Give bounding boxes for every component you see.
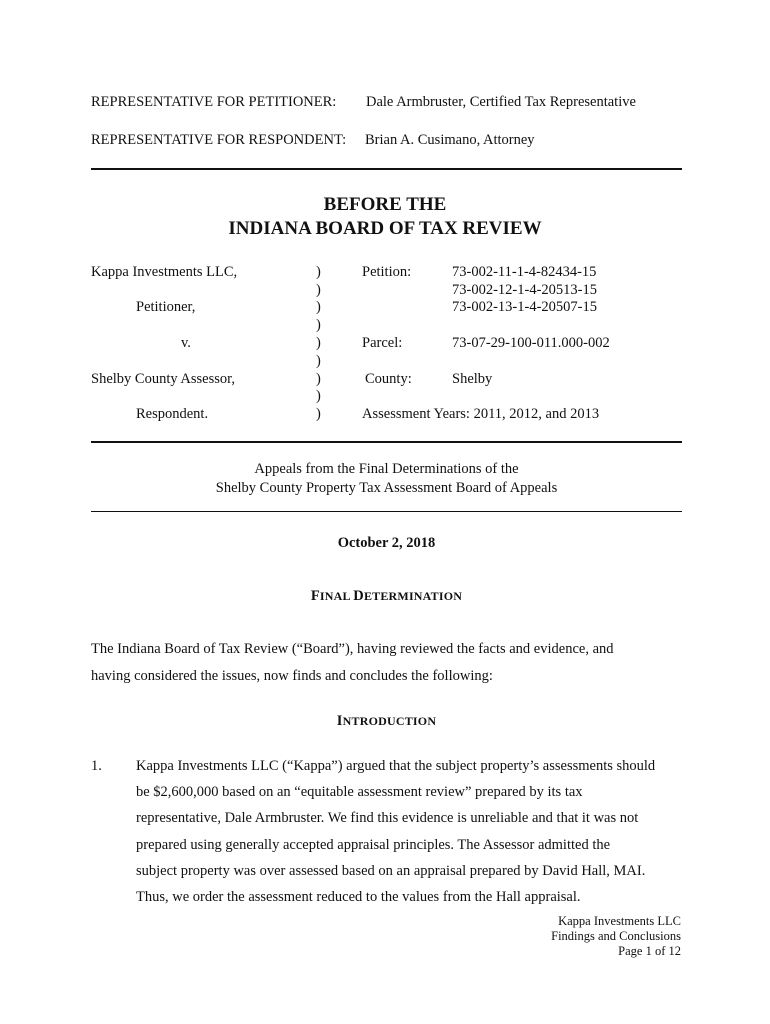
versus: v. <box>181 335 191 351</box>
heading-before-the: BEFORE THE <box>323 194 447 215</box>
petitioner-name: Kappa Investments LLC, <box>91 264 238 280</box>
footer-page-number: Page 1 of 12 <box>618 944 681 958</box>
heading-rest: NTRODUCTION <box>342 714 437 728</box>
footer-document-type: Findings and Conclusions <box>551 929 681 943</box>
respondent-representative-label: REPRESENTATIVE FOR RESPONDENT: <box>91 132 347 148</box>
appeal-line-2: Shelby County Property Tax Assessment Board of Appeals <box>215 480 558 496</box>
heading-initial: F <box>310 588 320 604</box>
intro-paragraph-line: having considered the issues, now finds and concludes the following: <box>91 668 493 684</box>
assessment-years: Assessment Years: 2011, 2012, and 2013 <box>362 406 600 422</box>
respondent-representative-name: Brian A. Cusimano, Attorney <box>365 132 535 148</box>
caption-paren: ) <box>316 335 321 351</box>
county-value: Shelby <box>452 371 493 387</box>
decision-date: October 2, 2018 <box>337 535 436 551</box>
heading-rest: INAL <box>319 589 354 603</box>
caption-paren: ) <box>316 353 321 369</box>
paragraph-number: 1. <box>91 758 102 774</box>
caption-paren: ) <box>316 282 321 298</box>
heading-rest: ETERMINATION <box>363 589 463 603</box>
paragraph-line: Thus, we order the assessment reduced to the values from the Hall appraisal. <box>136 889 581 905</box>
petition-number: 73-002-13-1-4-20507-15 <box>452 299 597 315</box>
intro-paragraph-line: The Indiana Board of Tax Review (“Board”), having reviewed the facts and evidence, and <box>91 641 614 657</box>
paragraph-line: representative, Dale Armbruster. We find this evidence is unreliable and that it was not <box>136 810 639 826</box>
petitioner-representative-label: REPRESENTATIVE FOR PETITIONER: <box>91 94 337 110</box>
caption-paren: ) <box>316 299 321 315</box>
parcel-number: 73-07-29-100-011.000-002 <box>452 335 610 351</box>
petition-label: Petition: <box>362 264 412 280</box>
final-determination-heading <box>91 588 682 605</box>
petitioner-representative-name: Dale Armbruster, Certified Tax Representative <box>366 94 636 110</box>
county-label: County: <box>365 371 412 387</box>
respondent-name: Shelby County Assessor, <box>91 371 236 387</box>
paragraph-line: Kappa Investments LLC (“Kappa”) argued that the subject property’s assessments should <box>136 758 656 774</box>
page-footer <box>551 914 681 959</box>
paragraph-line: be $2,600,000 based on an “equitable assessment review” prepared by its tax <box>136 784 583 800</box>
caption-paren: ) <box>316 388 321 404</box>
heading-board-name: INDIANA BOARD OF TAX REVIEW <box>228 218 542 239</box>
paragraph-line: subject property was over assessed based on an appraisal prepared by David Hall, MAI. <box>136 863 646 879</box>
caption-divider <box>91 441 682 443</box>
petitioner-role: Petitioner, <box>136 299 196 315</box>
appeal-divider <box>91 511 682 512</box>
caption-paren: ) <box>316 264 321 280</box>
top-divider <box>91 168 682 170</box>
petition-number: 73-002-11-1-4-82434-15 <box>452 264 597 280</box>
footer-case-name: Kappa Investments LLC <box>558 914 681 928</box>
paragraph-line: prepared using generally accepted appraisal principles. The Assessor admitted the <box>136 837 611 853</box>
respondent-role: Respondent. <box>136 406 209 422</box>
petition-number: 73-002-12-1-4-20513-15 <box>452 282 597 298</box>
introduction-heading <box>91 713 682 730</box>
caption-paren: ) <box>316 406 321 422</box>
caption-paren: ) <box>316 371 321 387</box>
appeal-line-1: Appeals from the Final Determinations of the <box>254 461 519 477</box>
heading-initial: D <box>353 588 364 604</box>
parcel-label: Parcel: <box>362 335 403 351</box>
heading-initial: I <box>336 713 343 729</box>
caption-paren: ) <box>316 317 321 333</box>
